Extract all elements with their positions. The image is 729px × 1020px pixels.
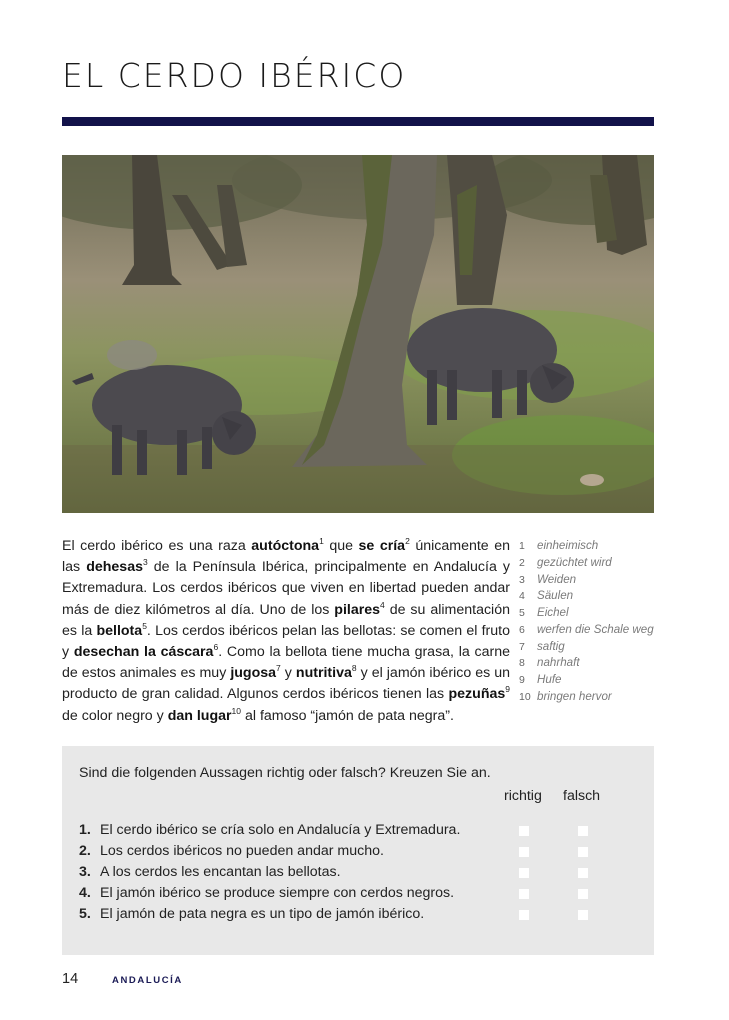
vocab-term: dan lugar <box>167 707 232 724</box>
richtig-checkbox[interactable] <box>519 910 529 920</box>
glossary-item <box>519 538 659 555</box>
falsch-checkbox[interactable] <box>578 889 588 899</box>
falsch-checkbox[interactable] <box>578 910 588 920</box>
iberian-pigs-photo <box>62 155 654 513</box>
article-text: de la Península Ibérica, principalmente en Andalucía y Extremadura. Los cerdos ibéricos que viven en libertad pueden andar más de diez kilómetros al día. Uno de los <box>62 559 510 618</box>
glossary-number: 8 <box>519 657 525 670</box>
footnote-marker: 5 <box>142 620 147 631</box>
glossary-number: 6 <box>519 623 525 636</box>
statement-row <box>79 820 639 841</box>
statement-text: Los cerdos ibéricos no pueden andar mucho. <box>100 843 384 859</box>
glossary-list <box>519 538 659 706</box>
richtig-checkbox[interactable] <box>519 847 529 857</box>
statement-number: 5. <box>79 906 91 922</box>
glossary-translation: Eichel <box>537 606 569 619</box>
glossary-number: 2 <box>519 556 525 569</box>
glossary-item <box>519 588 659 605</box>
vocab-term: pilares <box>334 601 381 618</box>
glossary-number: 9 <box>519 674 525 686</box>
glossary-item <box>519 672 659 689</box>
glossary-translation: Weiden <box>537 572 577 586</box>
photo-image-icon <box>62 155 654 513</box>
statement-text: El jamón ibérico se produce siempre con cerdos negros. <box>100 885 455 901</box>
glossary-number: 4 <box>519 590 525 603</box>
statement-number: 2. <box>79 843 91 859</box>
statement-row <box>79 841 639 862</box>
page-title: EL CERDO IBÉRICO <box>62 56 407 95</box>
glossary-translation: bringen hervor <box>537 689 612 703</box>
vocab-term: desechan la cáscara <box>73 644 214 661</box>
article-text: que <box>323 538 359 554</box>
article-text: al famoso “jamón de pata negra”. <box>241 707 454 724</box>
falsch-checkbox[interactable] <box>578 826 588 836</box>
glossary-number: 5 <box>519 607 525 619</box>
article-text: . Los cerdos ibéricos pelan las bellotas: se comen el fruto y <box>62 622 510 661</box>
footnote-marker: 7 <box>276 663 281 674</box>
statement-number: 3. <box>79 864 91 880</box>
glossary-number: 10 <box>519 690 531 703</box>
article-text: únicamente en las <box>62 538 510 576</box>
article-text: y el jamón ibérico es un producto de gran calidad. Algunos cerdos ibéricos tienen las <box>62 665 510 703</box>
page-number: 14 <box>62 971 79 987</box>
glossary-number: 3 <box>519 573 525 586</box>
vocab-term: se cría <box>358 538 406 554</box>
title-rule-divider <box>62 117 654 126</box>
vocab-term: dehesas <box>86 559 143 576</box>
article-text: . Como la bellota tiene mucha grasa, la carne de estos animales es muy <box>62 644 510 682</box>
column-header-richtig: richtig <box>504 788 542 804</box>
footnote-marker: 1 <box>319 536 324 546</box>
article-text: de su alimentación es la <box>62 601 510 639</box>
falsch-checkbox[interactable] <box>578 868 588 878</box>
vocab-term: autóctona <box>251 538 320 554</box>
glossary-item <box>519 639 659 656</box>
richtig-checkbox[interactable] <box>519 868 529 878</box>
statement-list <box>79 820 639 925</box>
column-header-falsch: falsch <box>563 788 601 804</box>
statement-number: 1. <box>79 822 91 838</box>
statement-text: El jamón de pata negra es un tipo de jamón ibérico. <box>100 906 425 922</box>
statement-text: El cerdo ibérico se cría solo en Andalucía y Extremadura. <box>100 822 461 838</box>
richtig-checkbox[interactable] <box>519 889 529 899</box>
statement-number: 4. <box>79 885 91 901</box>
glossary-number: 7 <box>519 640 525 653</box>
glossary-item <box>519 622 659 639</box>
footnote-marker: 6 <box>213 642 219 653</box>
article-text: de color negro y <box>62 707 168 724</box>
footnote-marker: 2 <box>405 536 410 546</box>
footnote-marker: 8 <box>351 663 357 674</box>
article-text: El cerdo ibérico es una raza <box>62 538 252 554</box>
vocab-term: bellota <box>96 622 143 639</box>
glossary-translation: gezüchtet wird <box>537 555 612 569</box>
glossary-translation: Hufe <box>537 673 562 686</box>
vocab-term: nutritiva <box>295 665 352 682</box>
glossary-item <box>519 689 659 706</box>
article-text: y <box>280 665 296 682</box>
footnote-marker: 3 <box>142 557 148 568</box>
footnote-marker: 4 <box>380 599 385 610</box>
glossary-translation: saftig <box>537 639 565 653</box>
exercise-instruction: Sind die folgenden Aussagen richtig oder falsch? Kreuzen Sie an. <box>79 765 491 781</box>
richtig-checkbox[interactable] <box>519 826 529 836</box>
glossary-translation: werfen die Schale weg <box>537 622 654 636</box>
falsch-checkbox[interactable] <box>578 847 588 857</box>
article-body <box>62 536 510 727</box>
statement-row <box>79 904 639 925</box>
glossary-item <box>519 572 659 589</box>
glossary-translation: nahrhaft <box>537 656 580 670</box>
glossary-item <box>519 555 659 572</box>
glossary-translation: Säulen <box>537 589 574 603</box>
glossary-item <box>519 605 659 622</box>
vocab-term: pezuñas <box>448 686 506 703</box>
statement-text: A los cerdos les encantan las bellotas. <box>100 864 341 880</box>
glossary-item <box>519 655 659 672</box>
glossary-number: 1 <box>519 540 525 552</box>
statement-row <box>79 883 639 904</box>
glossary-translation: einheimisch <box>537 539 599 552</box>
vocab-term: jugosa <box>230 665 277 682</box>
footnote-marker: 10 <box>231 705 242 716</box>
true-false-exercise <box>62 746 654 955</box>
statement-row <box>79 862 639 883</box>
footnote-marker: 9 <box>505 684 510 695</box>
section-label: ANDALUCÍA <box>112 975 183 986</box>
